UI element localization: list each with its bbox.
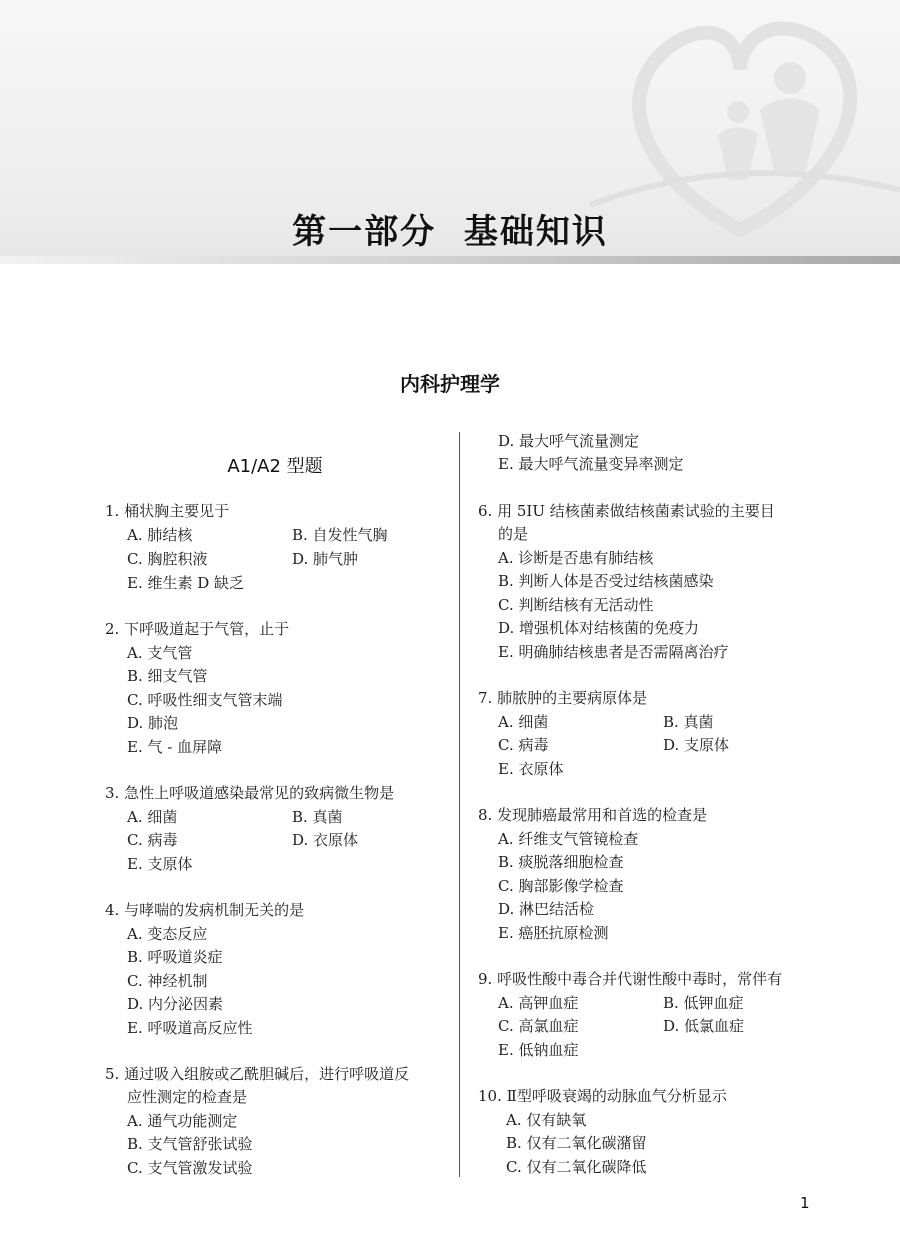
option-c: C. 病毒 — [127, 831, 178, 849]
option-c: C. 胸腔积液 — [127, 550, 208, 568]
option-b: B. 仅有二氧化碳潴留 — [506, 1134, 647, 1152]
question-stem-line-1: 5. 通过吸入组胺或乙酰胆碱后，进行呼吸道反 — [105, 1065, 410, 1083]
option-c: C. 支气管激发试验 — [127, 1159, 253, 1177]
option-b: B. 判断人体是否受过结核菌感染 — [498, 572, 714, 590]
option-b: B. 呼吸道炎症 — [127, 948, 223, 966]
option-a: A. 诊断是否患有肺结核 — [498, 549, 654, 567]
option-c: C. 呼吸性细支气管末端 — [127, 691, 283, 709]
option-a: A. 支气管 — [127, 644, 193, 662]
option-b: B. 真菌 — [663, 713, 714, 731]
section-heading: A1/A2 型题 — [227, 456, 323, 477]
option-a: A. 变态反应 — [127, 925, 208, 943]
option-d: D. 低氯血症 — [663, 1017, 745, 1035]
question-stem: 10. Ⅱ型呼吸衰竭的动脉血气分析显示 — [478, 1087, 727, 1105]
option-a: A. 纤维支气管镜检查 — [498, 830, 639, 848]
option-c: C. 病毒 — [498, 736, 549, 754]
option-c: C. 神经机制 — [127, 972, 208, 990]
option-b: B. 支气管舒张试验 — [127, 1135, 253, 1153]
option-d: D. 衣原体 — [292, 831, 359, 849]
question-stem: 8. 发现肺癌最常用和首选的检查是 — [478, 806, 708, 824]
option-d: D. 肺气肿 — [292, 550, 359, 568]
option-b: B. 真菌 — [292, 808, 343, 826]
option-a: A. 细菌 — [127, 808, 178, 826]
option-a: A. 仅有缺氧 — [506, 1111, 587, 1129]
question-stem: 1. 桶状胸主要见于 — [105, 502, 230, 520]
option-d: D. 内分泌因素 — [127, 995, 224, 1013]
part-title: 第一部分 基础知识 — [292, 212, 608, 252]
option-a: A. 肺结核 — [127, 526, 193, 544]
option-b: B. 痰脱落细胞检查 — [498, 853, 624, 871]
option-e: E. 呼吸道高反应性 — [127, 1019, 253, 1037]
question-stem: 3. 急性上呼吸道感染最常见的致病微生物是 — [105, 784, 395, 802]
question-stem-line-2: 应性测定的检查是 — [127, 1088, 248, 1106]
subject-title: 内科护理学 — [400, 372, 500, 396]
option-a: A. 高钾血症 — [498, 994, 579, 1012]
question-stem: 7. 肺脓肿的主要病原体是 — [478, 689, 648, 707]
column-divider — [459, 432, 460, 1177]
option-d: D. 支原体 — [663, 736, 730, 754]
option-e: E. 最大呼气流量变异率测定 — [498, 455, 684, 473]
header-rule — [0, 256, 900, 264]
question-stem: 4. 与哮喘的发病机制无关的是 — [105, 901, 305, 919]
page-number: 1 — [800, 1194, 810, 1212]
option-e: E. 气 - 血屏障 — [127, 738, 223, 756]
option-e: E. 低钠血症 — [498, 1041, 579, 1059]
option-e: E. 维生素 D 缺乏 — [127, 574, 245, 592]
option-c: C. 判断结核有无活动性 — [498, 596, 654, 614]
question-stem-line-1: 6. 用 5IU 结核菌素做结核菌素试验的主要目 — [478, 502, 775, 520]
option-d: D. 淋巴结活检 — [498, 900, 595, 918]
question-stem: 2. 下呼吸道起于气管，止于 — [105, 620, 290, 638]
option-e: E. 支原体 — [127, 855, 193, 873]
option-c: C. 胸部影像学检查 — [498, 877, 624, 895]
option-e: E. 癌胚抗原检测 — [498, 924, 609, 942]
option-d: D. 增强机体对结核菌的免疫力 — [498, 619, 700, 637]
option-e: E. 明确肺结核患者是否需隔离治疗 — [498, 643, 729, 661]
option-b: B. 细支气管 — [127, 667, 208, 685]
question-stem-line-2: 的是 — [498, 525, 529, 543]
option-c: C. 高氯血症 — [498, 1017, 579, 1035]
option-c: C. 仅有二氧化碳降低 — [506, 1158, 647, 1176]
option-b: B. 低钾血症 — [663, 994, 744, 1012]
option-e: E. 衣原体 — [498, 760, 564, 778]
option-d: D. 最大呼气流量测定 — [498, 432, 640, 450]
option-a: A. 细菌 — [498, 713, 549, 731]
option-d: D. 肺泡 — [127, 714, 179, 732]
question-stem: 9. 呼吸性酸中毒合并代谢性酸中毒时，常伴有 — [478, 970, 783, 988]
option-a: A. 通气功能测定 — [127, 1112, 238, 1130]
option-b: B. 自发性气胸 — [292, 526, 388, 544]
